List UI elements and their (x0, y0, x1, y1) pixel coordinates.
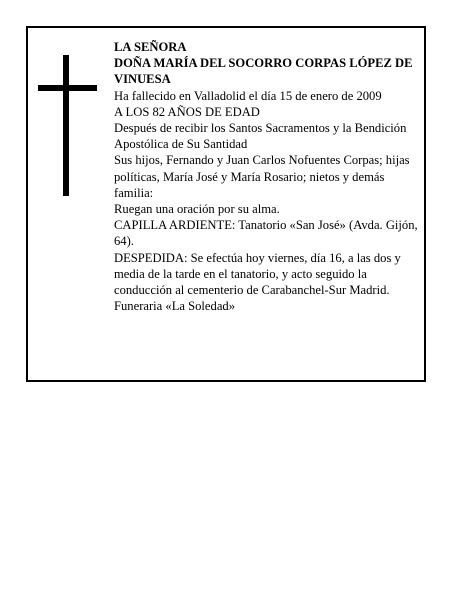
death-statement: Ha fallecido en Valladolid el día 15 de enero de 2009 (114, 88, 382, 103)
prayer-request: Ruegan una oración por su alma. (114, 202, 280, 217)
obituary-text (114, 39, 422, 314)
cross-horizontal-bar (38, 85, 97, 91)
age-statement: A LOS 82 AÑOS DE EDAD (114, 104, 260, 119)
notice-title: LA SEÑORA (114, 40, 187, 54)
deceased-name: DOÑA MARÍA DEL SOCORRO CORPAS LÓPEZ DE VINUESA (114, 56, 413, 87)
family-statement: Sus hijos, Fernando y Juan Carlos Nofuentes Corpas; hijas políticas, María José y María Rosario; nietos y demás familia: (114, 153, 410, 200)
chapel-details: CAPILLA ARDIENTE: Tanatorio «San José» (Avda. Gijón, 64). (114, 218, 418, 249)
funeral-home: Funeraria «La Soledad» (114, 299, 235, 314)
cross-vertical-bar (63, 55, 69, 196)
sacraments-statement: Después de recibir los Santos Sacramentos y la Bendición Apostólica de Su Santidad (114, 121, 407, 152)
farewell-details: DESPEDIDA: Se efectúa hoy viernes, día 16, a las dos y media de la tarde en el tanatorio, y acto seguido la conducción al cementerio de Carabanchel-Sur Madrid. (114, 250, 401, 298)
